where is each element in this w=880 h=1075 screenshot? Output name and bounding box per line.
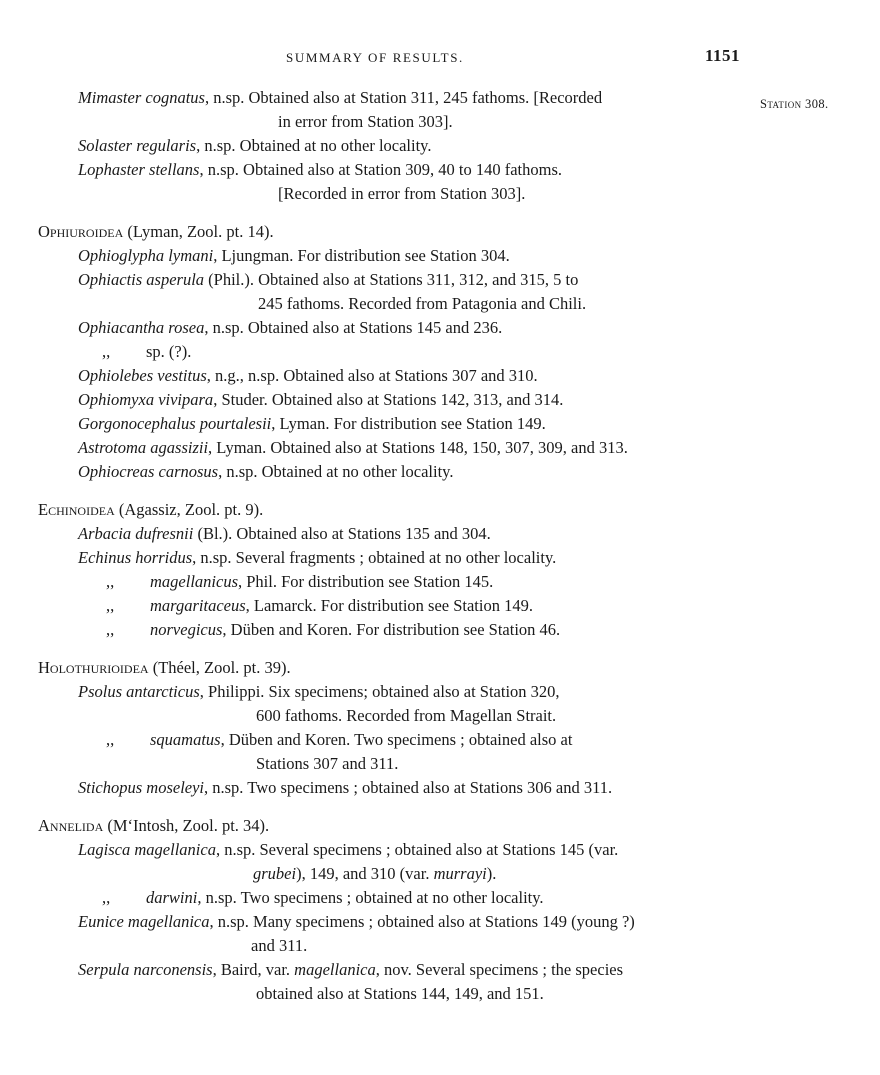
entry-text: , n.sp. Obtained also at Stations 145 and 236. [204,318,503,337]
entry-text: , n.sp. Many specimens ; obtained also at Stations 149 (young ?) [209,912,635,931]
page-number: 1151 [704,46,740,65]
section-heading [38,498,744,522]
list-item [38,134,744,158]
section-holothurioidea [38,656,744,800]
list-item [38,838,744,886]
list-item [38,86,744,134]
entry-text: (Phil.). Obtained also at Stations 311, 312, and 315, 5 to [204,270,579,289]
list-item [38,618,744,642]
section-ophiuroidea [38,220,744,484]
species-name: Lophaster stellans [78,160,200,179]
entry-text: ), 149, and 310 (var. [296,864,434,883]
variety-name: grubei [253,864,297,883]
list-item [38,316,744,340]
list-item [38,388,744,412]
entry-text: , Baird, var. [212,960,295,979]
running-head: SUMMARY OF RESULTS. [286,50,464,65]
species-name: Ophiocreas carnosus [78,462,219,481]
section-reference: (Agassiz, Zool. pt. 9). [114,500,264,519]
entry-text: , n.sp. Several specimens ; obtained also at Stations 145 (var. [215,840,619,859]
entry-continuation: and 311. [251,936,308,955]
page-header [0,46,880,72]
species-name: Echinus horridus [78,548,193,567]
species-name: Lagisca magellanica [78,840,216,859]
species-name: Solaster regularis [78,136,197,155]
section-heading [38,656,744,680]
species-name: Stichopus moseleyi [78,778,205,797]
entry-text: , Lyman. For distribution see Station 149. [271,414,546,433]
section-annelida [38,814,744,1006]
list-item [38,958,744,1006]
list-item [38,158,744,206]
species-name: Eunice magellanica [78,912,210,931]
species-name: margaritaceus [150,596,246,615]
section-title: Echinoidea [38,500,115,519]
list-item [38,340,744,364]
section-reference: (M‘Intosh, Zool. pt. 34). [103,816,270,835]
species-name: Ophiacantha rosea [78,318,205,337]
species-name: Gorgonocephalus pourtalesii [78,414,272,433]
entry-text: , n.sp. Obtained at no other locality. [196,136,432,155]
entry-text: , Studer. Obtained also at Stations 142, 313, and 314. [213,390,564,409]
list-item [38,436,744,460]
entry-continuation: in error from Station 303]. [278,112,453,131]
entry-text: , Düben and Koren. For distribution see Station 46. [222,620,561,639]
list-item [38,910,744,958]
species-name: squamatus [150,730,221,749]
list-item [38,244,744,268]
section-title: Annelida [38,816,104,835]
entry-text: , Phil. For distribution see Station 145. [238,572,494,591]
entry-continuation: 600 fathoms. Recorded from Magellan Strait. [256,706,557,725]
list-item [38,268,744,316]
section-heading [38,220,744,244]
section-echinoidea [38,498,744,642]
entry-continuation: obtained also at Stations 144, 149, and 151. [256,984,544,1003]
species-name: Psolus antarcticus [78,682,200,701]
species-name: norvegicus [150,620,223,639]
entry-text: ). [486,864,497,883]
species-name: Serpula narconensis [78,960,213,979]
list-item [38,776,744,800]
section-reference: (Théel, Zool. pt. 39). [148,658,291,677]
entry-text: (Bl.). Obtained also at Stations 135 and 304. [193,524,491,543]
section-title: Ophiuroidea [38,222,124,241]
section-reference: (Lyman, Zool. pt. 14). [123,222,274,241]
entry-text: , n.sp. Two specimens ; obtained also at Stations 306 and 311. [204,778,613,797]
entry-text: sp. (?). [146,342,192,361]
list-item [38,460,744,484]
ditto-mark: ,, [106,730,115,749]
entry-continuation: [Recorded in error from Station 303]. [278,184,526,203]
entry-text: , nov. Several specimens ; the species [375,960,624,979]
section-heading [38,814,744,838]
entry-continuation [78,862,744,886]
ditto-mark: ,, [106,572,115,591]
species-name: Ophiolebes vestitus [78,366,207,385]
entry-text: , n.sp. Several fragments ; obtained at no other locality. [192,548,557,567]
list-item [38,886,744,910]
species-name: Ophioglypha lymani [78,246,214,265]
list-item [38,412,744,436]
margin-station-note: Station 308. [760,97,829,111]
page-body [38,86,744,1020]
species-name: darwini [146,888,198,907]
ditto-mark: ,, [102,342,111,361]
entry-text: , Düben and Koren. Two specimens ; obtained also at [220,730,573,749]
species-name: Ophiomyxa vivipara [78,390,214,409]
entry-continuation: Stations 307 and 311. [256,754,399,773]
ditto-mark: ,, [102,888,111,907]
entry-text: , Ljungman. For distribution see Station 304. [213,246,510,265]
entry-text: , n.sp. Obtained at no other locality. [218,462,454,481]
entry-text: , Philippi. Six specimens; obtained also at Station 320, [199,682,560,701]
list-item [38,728,744,776]
list-item [38,364,744,388]
species-name: magellanicus [150,572,238,591]
entry-text: , Lamarck. For distribution see Station 149. [245,596,533,615]
entry-text: , n.sp. Obtained also at Station 309, 40 to 140 fathoms. [199,160,562,179]
list-item [38,546,744,570]
species-name: Mimaster cognatus [78,88,205,107]
entry-continuation: 245 fathoms. Recorded from Patagonia and Chili. [258,294,587,313]
variety-name: murrayi [433,864,487,883]
section-asteroidea-continued [38,86,744,206]
ditto-mark: ,, [106,620,115,639]
species-name: Ophiactis asperula [78,270,205,289]
entry-text: , n.sp. Obtained also at Station 311, 245 fathoms. [Recorded [204,88,603,107]
list-item [38,570,744,594]
species-name: Arbacia dufresnii [78,524,194,543]
list-item [38,522,744,546]
ditto-mark: ,, [106,596,115,615]
entry-text: , n.sp. Two specimens ; obtained at no other locality. [197,888,544,907]
entry-text: , Lyman. Obtained also at Stations 148, 150, 307, 309, and 313. [208,438,628,457]
section-title: Holothurioidea [38,658,149,677]
list-item [38,594,744,618]
entry-text: , n.g., n.sp. Obtained also at Stations 307 and 310. [206,366,538,385]
list-item [38,680,744,728]
variety-name: magellanica [294,960,376,979]
species-name: Astrotoma agassizii [78,438,209,457]
